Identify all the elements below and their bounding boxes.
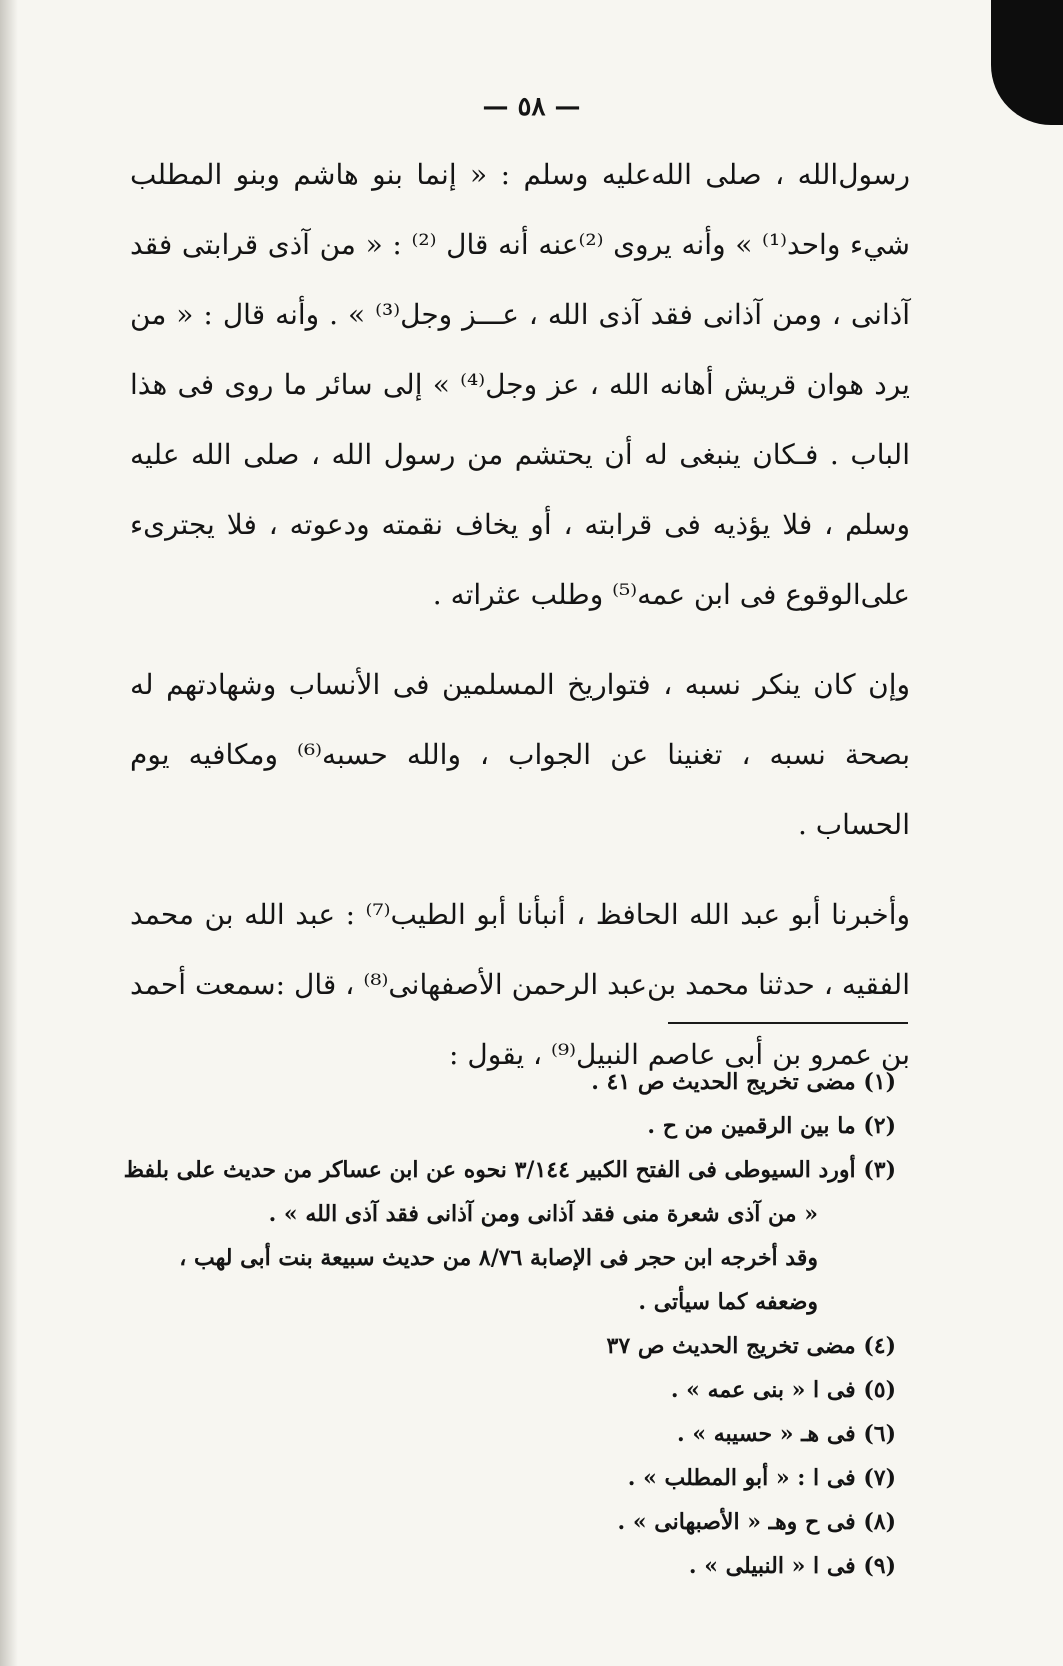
footnote-1: (١) مضى تخريج الحديث ص ٤١ .	[591, 1069, 896, 1095]
footnote-separator	[668, 1022, 908, 1024]
paragraph-2: وإن كان ينكر نسبه ، فتواريخ المسلمين فى الأنساب وشهادتهم له بصحة نسبه ، تغنينا عن الجواب ، والله حسبه⁽⁶⁾ ومكافيه يوم الحساب .	[130, 668, 910, 841]
page-number: — ٥٨ —	[482, 92, 581, 122]
footnote-3: (٣) أورد السيوطى فى الفتح الكبير ٣/١٤٤ نحوه عن ابن عساكر من حديث على بلفظ	[123, 1157, 896, 1183]
footnote-7: (٧) فى ا : « أبو المطلب » .	[627, 1465, 896, 1491]
footnote-3-continuation: وقد أخرجه ابن حجر فى الإصابة ٨/٧٦ من حديث سبيعة بنت أبى لهب ،	[179, 1245, 818, 1271]
main-text	[130, 140, 910, 1090]
footnote-8: (٨) فى ح وهـ « الأصبهانى » .	[617, 1509, 896, 1535]
footnotes	[118, 1060, 896, 1588]
paragraph-3: وأخبرنا أبو عبد الله الحافظ ، أنبأنا أبو الطيب⁽⁷⁾ : عبد الله بن محمد الفقيه ، حدثنا محمد بن‌عبد الرحمن الأصفهانى⁽⁸⁾ ، قال :سمعت أحمد بن عمرو بن أبى عاصم النبيل⁽⁹⁾ ، يقول :	[130, 898, 911, 1071]
footnote-4: (٤) مضى تخريج الحديث ص ٣٧	[606, 1333, 896, 1359]
footnote-9: (٩) فى ا « النبيلى » .	[688, 1553, 896, 1579]
footnote-5: (٥) فى ا « بنى عمه » .	[670, 1377, 896, 1403]
footnote-3-quote: « من آذى شعرة منى فقد آذانى ومن آذانى فقد آذى الله » .	[268, 1201, 818, 1227]
footnote-3-end: وضعفه كما سيأتى .	[638, 1289, 818, 1315]
binding-shadow	[0, 0, 18, 1666]
footnote-2: (٢) ما بين الرقمين من ح .	[647, 1113, 896, 1139]
paragraph-1: رسول‌الله ، صلى الله‌عليه وسلم : « إنما بنو هاشم وبنو المطلب شيء واحد⁽¹⁾ » وأنه يروى ⁽²⁾عنه أنه قال ⁽²⁾ : « من آذى قرابتى فقد آذانى ، ومن آذانى فقد آذى الله ، عـــز وجل⁽³⁾ » . وأنه قال : « من يرد هوان قريش أهانه الله ، عز وجل⁽⁴⁾ » إلى سائر ما روى فى هذا الباب . فـكان ينبغى له أن يحتشم من رسول الله ، صلى الله عليه وسلم ، فلا يؤذيه فى قرابته ، أو يخاف نقمته ودعوته ، فلا يجترىء على‌الوقوع فى ابن عمه⁽⁵⁾ وطلب عثراته .	[130, 158, 911, 611]
footnote-6: (٦) فى هـ « حسيبه » .	[677, 1421, 896, 1447]
